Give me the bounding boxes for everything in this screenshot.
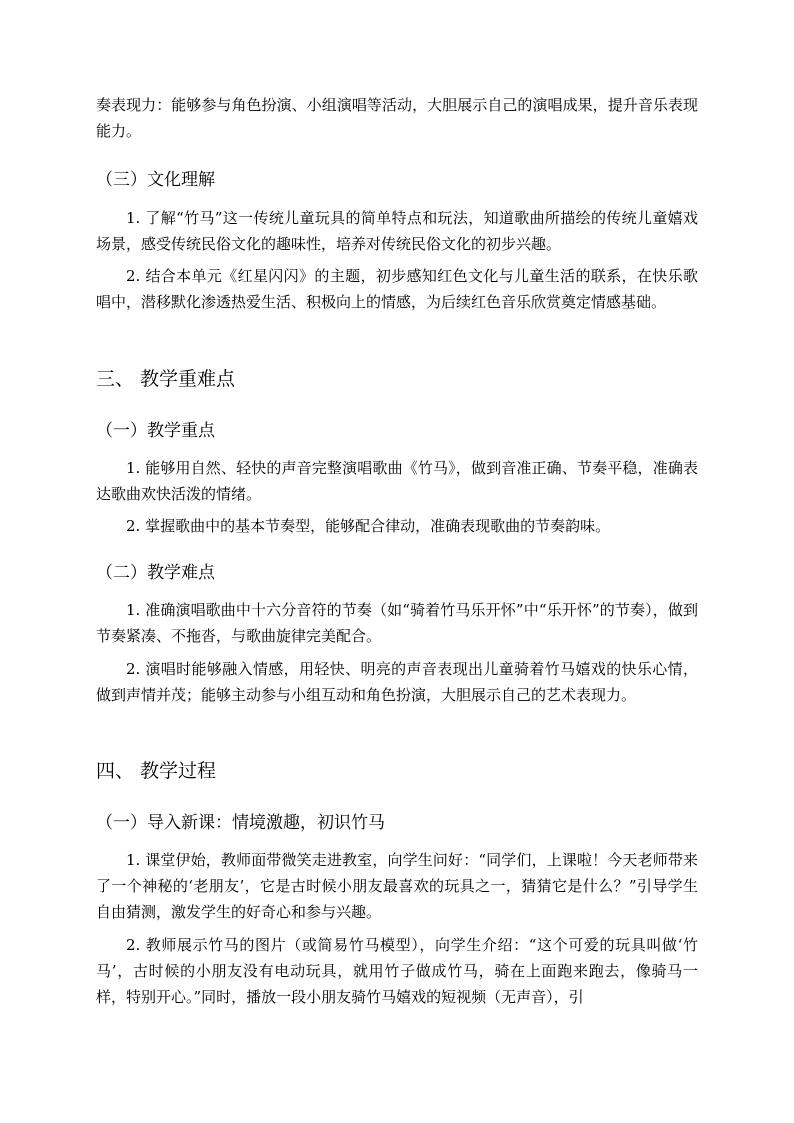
heading-teaching-difficulties: （二）教学难点 bbox=[96, 563, 215, 583]
paragraph-culture-1: 1. 了解“竹马”这一传统儿童玩具的简单特点和玩法，知道歌曲所描绘的传统儿童嬉戏场景，感受传统民俗文化的趣味性，培养对传统民俗文化的初步兴趣。 bbox=[96, 209, 698, 253]
paragraph-difficulty-2: 2. 演唱时能够融入情感，用轻快、明亮的声音表现出儿童骑着竹马嬉戏的快乐心情，做到声情并茂；能够主动参与小组互动和角色扮演，大胆展示自己的艺术表现力。 bbox=[96, 660, 698, 704]
heading-section-4: 四、 教学过程 bbox=[96, 760, 217, 782]
paragraph-key-2: 2. 掌握歌曲中的基本节奏型，能够配合律动，准确表现歌曲的节奏韵味。 bbox=[126, 517, 611, 535]
paragraph-intro: 奏表现力：能够参与角色扮演、小组演唱等活动，大胆展示自己的演唱成果，提升音乐表现能力。 bbox=[96, 96, 698, 140]
heading-lesson-introduction: （一）导入新课：情境激趣，初识竹马 bbox=[96, 813, 385, 833]
paragraph-process-2: 2. 教师展示竹马的图片（或简易竹马模型），向学生介绍：“这个可爱的玩具叫做‘竹马’，古时候的小朋友没有电动玩具，就用竹子做成竹马，骑在上面跑来跑去，像骑马一样，特别开心。”同时，播放一段小朋友骑竹马嬉戏的短视频（无声音），引 bbox=[96, 936, 698, 1006]
heading-section-3: 三、 教学重难点 bbox=[96, 368, 236, 390]
paragraph-process-1: 1. 课堂伊始，教师面带微笑走进教室，向学生问好：“同学们，上课啦！今天老师带来了一个神秘的‘老朋友’，它是古时候小朋友最喜欢的玩具之一，猜猜它是什么？”引导学生自由猜测，激发学生的好奇心和参与兴趣。 bbox=[96, 851, 698, 921]
paragraph-key-1: 1. 能够用自然、轻快的声音完整演唱歌曲《竹马》，做到音准正确、节奏平稳，准确表达歌曲欢快活泼的情绪。 bbox=[96, 459, 698, 503]
paragraph-culture-2: 2. 结合本单元《红星闪闪》的主题，初步感知红色文化与儿童生活的联系，在快乐歌唱中，潜移默化渗透热爱生活、积极向上的情感，为后续红色音乐欣赏奠定情感基础。 bbox=[96, 267, 698, 311]
heading-teaching-key-points: （一）教学重点 bbox=[96, 421, 215, 441]
heading-culture-understanding: （三）文化理解 bbox=[96, 170, 215, 190]
paragraph-difficulty-1: 1. 准确演唱歌曲中十六分音符的节奏（如“骑着竹马乐开怀”中“乐开怀”的节奏），做到节奏紧凑、不拖沓，与歌曲旋律完美配合。 bbox=[96, 601, 698, 645]
